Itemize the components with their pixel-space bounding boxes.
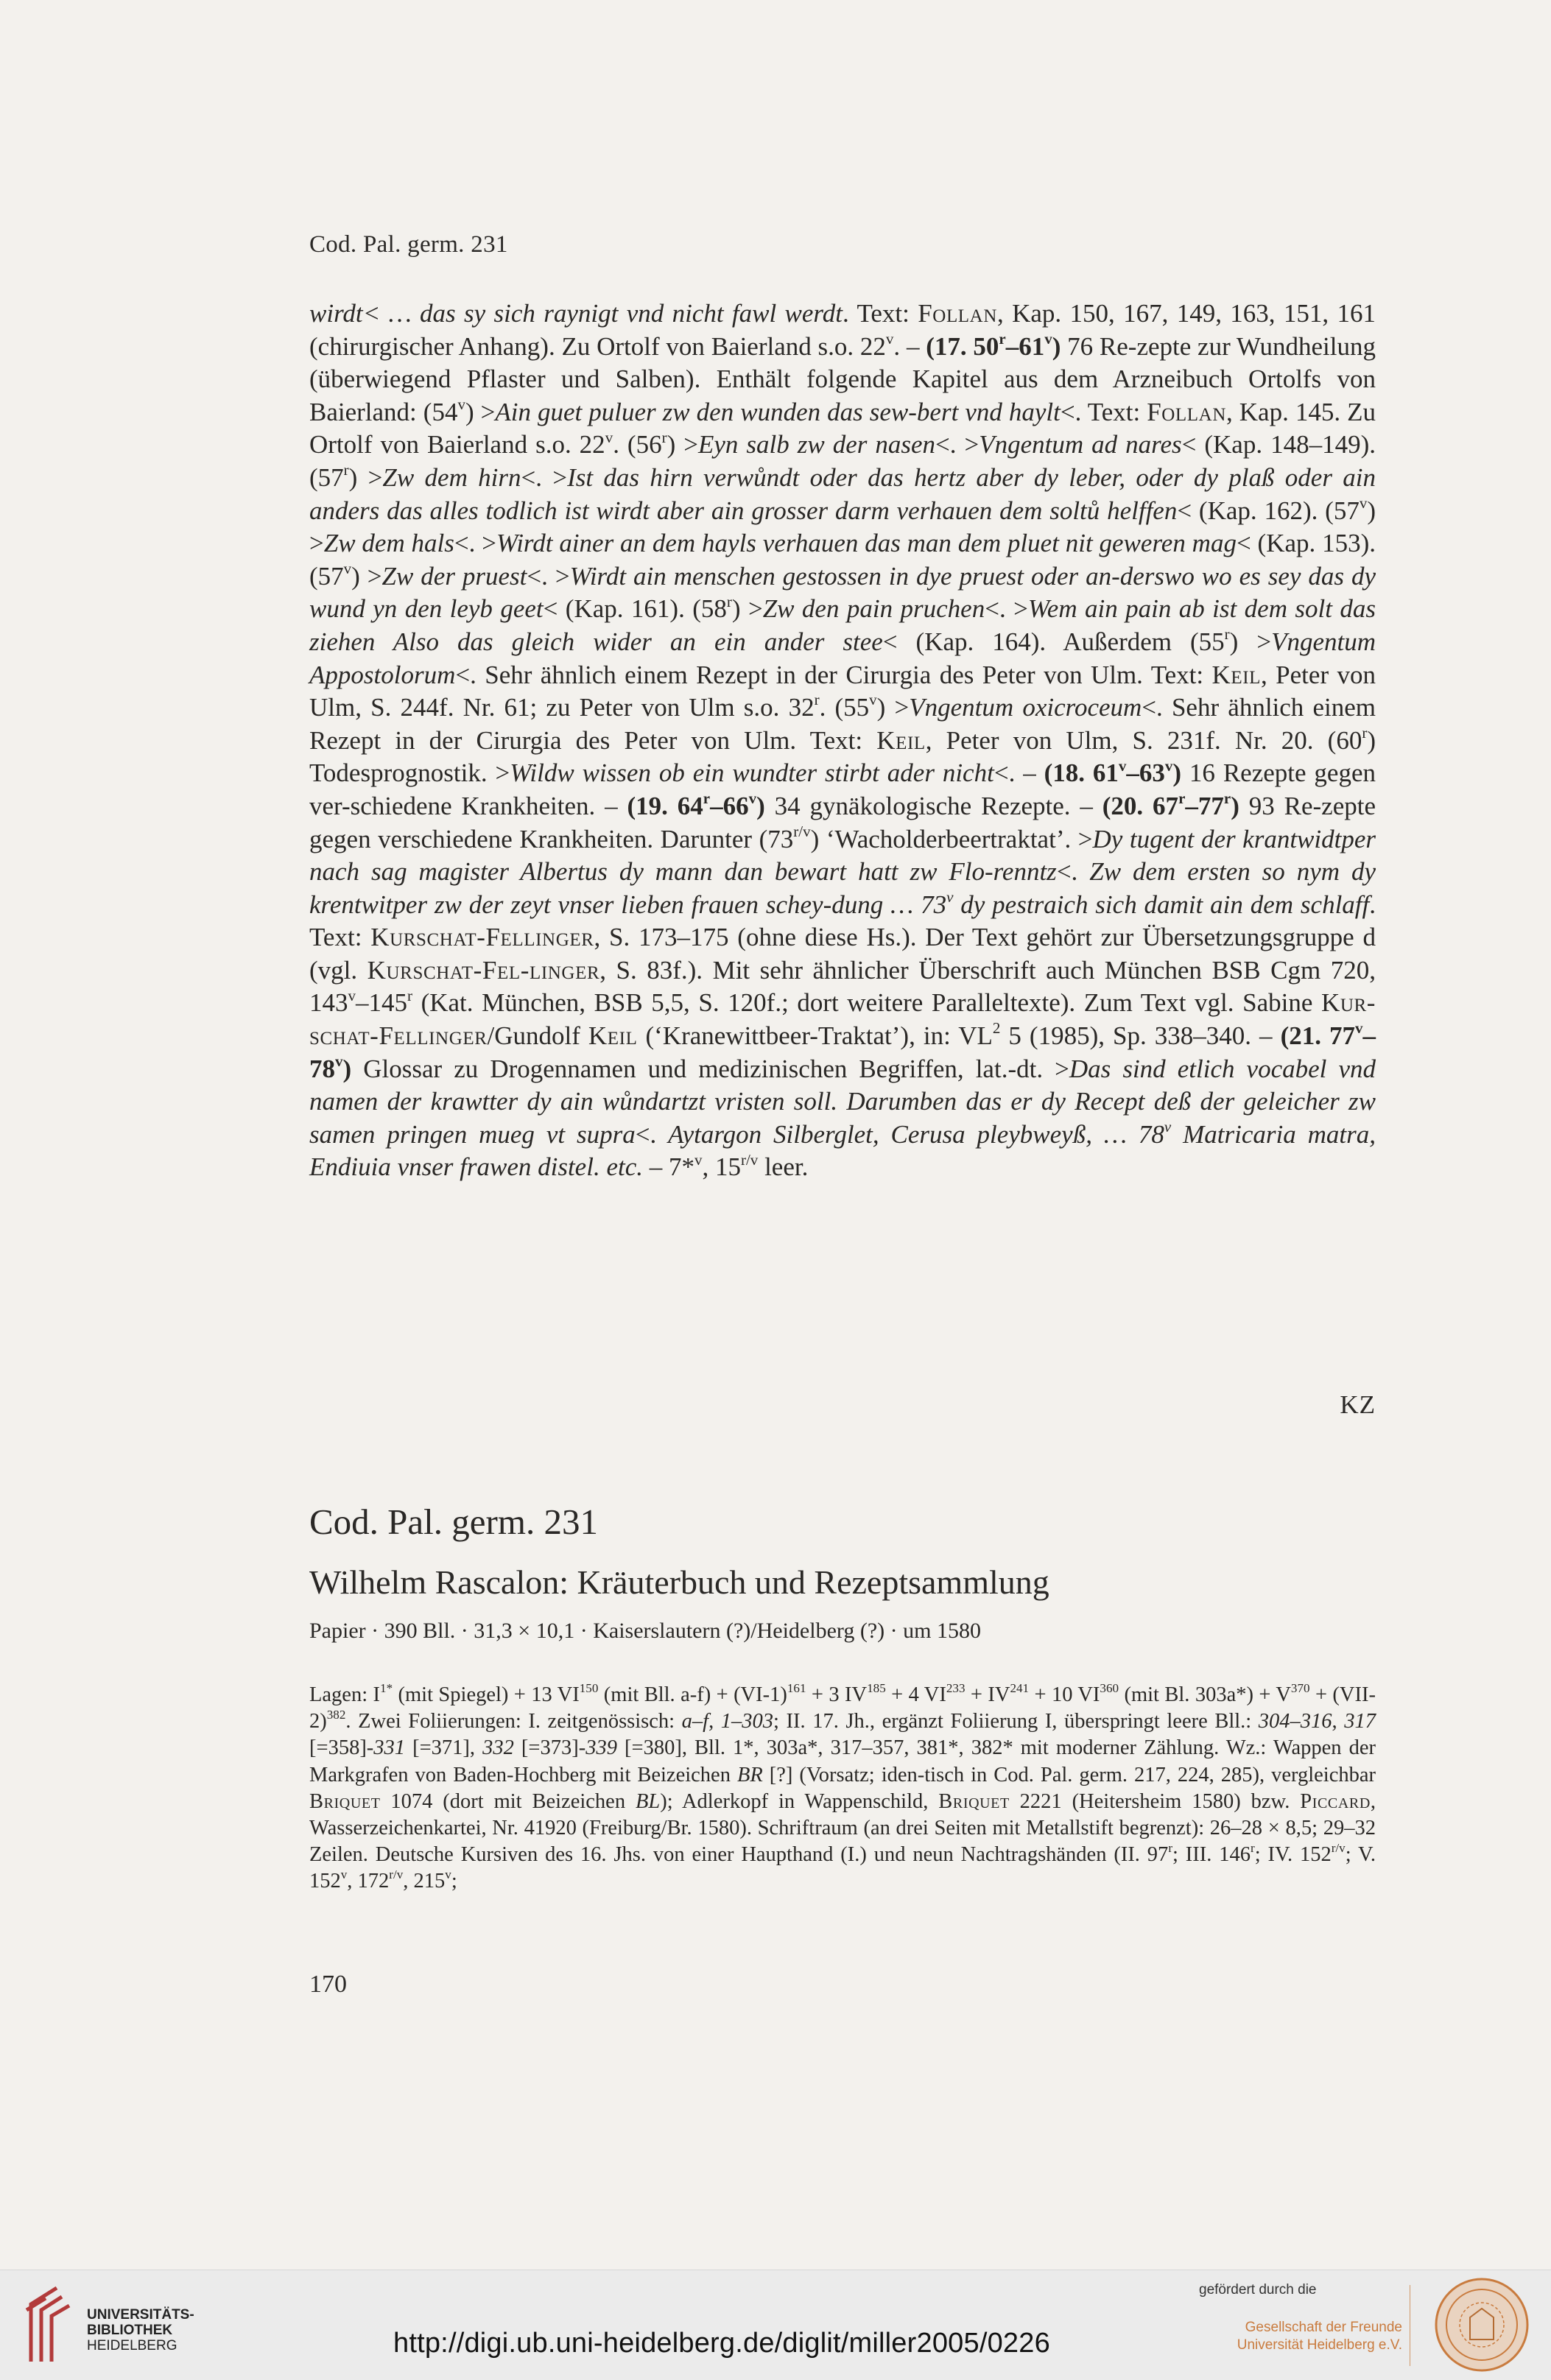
library-name-line3: HEIDELBERG xyxy=(87,2338,177,2353)
entry-title: Wilhelm Rascalon: Kräuterbuch und Rezeptsammlung xyxy=(309,1563,1049,1601)
running-head: Cod. Pal. germ. 231 xyxy=(309,231,508,258)
library-name-line2: BIBLIOTHEK xyxy=(87,2323,173,2338)
entry-signature: Cod. Pal. germ. 231 xyxy=(309,1501,598,1542)
library-logo-icon[interactable] xyxy=(16,2282,90,2367)
university-seal-icon xyxy=(1433,2276,1530,2373)
sponsor-name-line2: Universität Heidelberg e.V. xyxy=(1237,2337,1402,2353)
page-number: 170 xyxy=(309,1971,347,1998)
entry-meta: Papier · 390 Bll. · 31,3 × 10,1 · Kaiserslautern (?)/Heidelberg (?) · um 1580 xyxy=(309,1619,981,1643)
library-name[interactable] xyxy=(87,2307,194,2353)
codicology-text: Lagen: $I^{1*}$ (mit Spiegel) + 13 VI$^{150}$ (mit Bll. $a-f) + (VI-1)^{161} + 3$ $IV^{185} + 4$ $VI^{233} + IV^{241} + 10$ VI$^{360}$ (mit Bl. $303a*) + V^{370} + (VII-2)^{382}$. Zwei Foliierungen: I. zeitgenössisch: a–f, 1–303; II. 17. Jh., ergänzt Foliierung I, überspringt leere Bll.: 304–316, 317 [=358]-331 [=371], 332 [=373]-339 [=380], Bll. 1*, 303a*, 317–357, 381*, 382* mit moderner Zählung. Wz.: Wappen der Markgrafen von Baden-Hochberg mit Beizeichen BR [?] (Vorsatz; iden-tisch in Cod. Pal. germ. 217, 224, 285), vergleichbar Briquet 1074 (dort mit Beizeichen BL); Adlerkopf in Wappenschild, Briquet 2221 (Heitersheim 1580) bzw. Piccard, Wasserzeichenkartei, Nr. 41920 (Freiburg/Br. 1580). Schriftraum (an drei Seiten mit Metallstift begrenzt): 26–28 × 8,5; 29–32 Zeilen. Deutsche Kursiven des 16. Jhs. von einer Haupthand (I.) und neun Nachtragshänden (II. 97$^r$; III. 146$^r$; IV. $152^{r/v}$; V. 152$^v$, $172^{r/v}$, 215$^v$; xyxy=(309,1680,1376,1893)
sponsor-label: gefördert durch die xyxy=(1199,2282,1317,2298)
permalink-url[interactable]: http://digi.ub.uni-heidelberg.de/diglit/miller2005/0226 xyxy=(393,2328,1050,2359)
author-initials: KZ xyxy=(1340,1390,1376,1419)
sponsor-name[interactable] xyxy=(1199,2319,1402,2354)
library-name-line1: UNIVERSITÄTS- xyxy=(87,2307,194,2323)
sponsor-name-line1: Gesellschaft der Freunde xyxy=(1245,2320,1402,2335)
footer-bar xyxy=(0,2270,1551,2380)
description-text: wirdt< … das sy sich raynigt vnd nicht fawl werdt. Text: Follan, Kap. 150, 167, 149, 163, 151, 161 (chirurgischer Anhang). Zu Ortolf von Baierland s.o. 22$^v$. – (17. 50$^r$–61$^v$) 76 Re-zepte zur Wundheilung (überwiegend Pflaster und Salben). Enthält folgende Kapitel aus dem Arzneibuch Ortolfs von Baierland: $(54^v) >Ain$ guet puluer zw den wunden das sew-bert vnd haylt<. Text: Follan, Kap. 145. Zu Ortolf von Baierland s.o. 22$^v$. $(56^r) >Eyn$ salb zw der nasen<. >Vngentum ad nares< (Kap. 148–149). $(57^r) >Zw$ dem hirn<. >Ist das hirn verwůndt oder das hertz aber dy leber, oder dy plaß oder ain anders das alles todlich ist wirdt aber ain grosser darm verhauen dem soltů helffen< (Kap. 162). $(57^v) >Zw$ dem hals<. >Wirdt ainer an dem hayls verhauen das man dem pluet nit geweren mag< (Kap. 153). $(57^v) >Zw$ der pruest<. >Wirdt ain menschen gestossen in dye pruest oder an-derswo wo es sey das dy wund yn den leyb geet< (Kap. 161). $(58^r) >Zw$ den pain pruchen<. >Wem ain pain ab ist dem solt das ziehen Also das gleich wider an ein ander stee< (Kap. 164). Außerdem $(55^r)$ >Vngentum Appostolorum<. Sehr ähnlich einem Rezept in der Cirurgia des Peter von Ulm. Text: Keil, Peter von Ulm, S. 244f. Nr. 61; zu Peter von Ulm s.o. 32$^r$. $(55^v)$ >Vngentum oxicroceum<. Sehr ähnlich einem Rezept in der Cirurgia des Peter von Ulm. Text: Keil, Peter von Ulm, S. 231f. Nr. 20. (60$^r$) Todesprognostik. >Wildw wissen ob ein wundter stirbt ader nicht<. – (18. 61$^v$–63$^v$) 16 Rezepte gegen ver-schiedene Krankheiten. – (19. 64$^r$–66$^v$) 34 gynäkologische Rezepte. – (20. 67$^r$–77$^r$) 93 Re-zepte gegen verschiedene Krankheiten. Darunter $(73^{r/v})$ ‘Wacholderbeertraktat’. >Dy tugent der krantwidtper nach sag magister Albertus dy mann dan bewart hatt zw Flo-renntz<. Zw dem ersten so nym dy krentwitper zw der zeyt vnser lieben frauen schey-dung … 73$^v$ dy pestraich sich damit ain dem schlaff. Text: Kurschat-Fellinger, S. 173–175 (ohne diese Hs.). Der Text gehört zur Übersetzungsgruppe d (vgl. Kurschat-Fel-linger, S. 83f.). Mit sehr ähnlicher Überschrift auch München BSB Cgm 720, 143$^v$–145$^r$ (Kat. München, BSB 5,5, S. 120f.; dort weitere Paralleltexte). Zum Text vgl. Sabine Kur-schat-Fellinger/Gundolf Keil (‘Kranewittbeer-Traktat’), in: $VL^2$ 5 (1985), Sp. 338–340. – (21. 77$^v$–78$^v$) Glossar zu Drogennamen und medizinischen Begriffen, lat.-dt. >Das sind etlich vocabel vnd namen der krawtter dy ain wůndartzt vristen soll. Darumben das er dy Recept deß der geleicher zw samen pringen mueg vt supra<. Aytargon Silberglet, Cerusa pleybweyß, … 78$^v$ Matricaria matra, Endiuia vnser frawen distel. etc. – 7*$^v$, $15^{r/v}$ leer. xyxy=(309,299,1376,1182)
